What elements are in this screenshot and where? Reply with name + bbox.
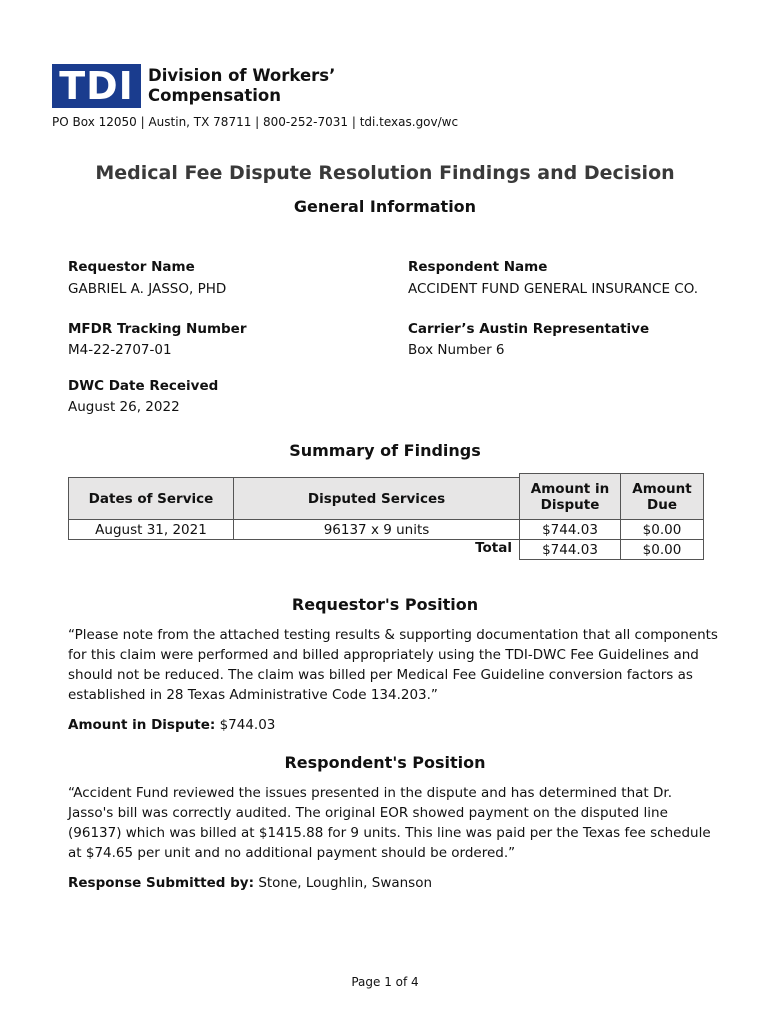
table-cell-date: August 31, 2021	[68, 519, 234, 540]
respondent-name-value: ACCIDENT FUND GENERAL INSURANCE CO.	[408, 281, 699, 297]
column-header-dates: Dates of Service	[68, 477, 234, 520]
table-cell-dispute: $744.03	[519, 519, 621, 540]
division-name	[148, 66, 335, 106]
division-line-1: Division of Workers’	[148, 66, 336, 85]
address-line: PO Box 12050 | Austin, TX 78711 | 800-252-7031 | tdi.texas.gov/wc	[52, 115, 459, 129]
total-label: Total	[475, 540, 512, 556]
column-header-amount-dispute: Amount in Dispute	[519, 473, 621, 520]
page-number: Page 1 of 4	[351, 975, 419, 989]
general-information-heading: General Information	[293, 197, 477, 216]
requestor-position-text: “Please note from the attached testing results & supporting documentation that all components for this claim were performed and billed appropriately using the TDI-DWC Fee Guidelines and should not be reduced. The claim was billed per Medical Fee Guideline conversion factors as established in 28 Texas Administrative Code 134.203.”	[68, 627, 718, 703]
respondent-position-heading: Respondent's Position	[284, 753, 486, 772]
column-header-amount-due: Amount Due	[620, 473, 704, 520]
table-cell-due: $0.00	[620, 519, 704, 540]
carrier-rep-value: Box Number 6	[408, 342, 505, 358]
requestor-position-heading: Requestor's Position	[291, 595, 479, 614]
division-line-2: Compensation	[148, 86, 281, 105]
total-due: $0.00	[620, 539, 704, 560]
amount-in-dispute-label: Amount in Dispute:	[68, 717, 216, 733]
date-received-label: DWC Date Received	[68, 378, 219, 394]
page-title: Medical Fee Dispute Resolution Findings and Decision	[95, 162, 675, 184]
response-submitted-label: Response Submitted by:	[68, 875, 255, 891]
amount-in-dispute-value: $744.03	[219, 717, 276, 733]
response-submitted-value: Stone, Loughlin, Swanson	[258, 875, 433, 891]
requestor-name-label: Requestor Name	[68, 259, 195, 275]
requestor-amount-line	[68, 715, 718, 735]
respondent-name-label: Respondent Name	[408, 259, 548, 275]
carrier-rep-label: Carrier’s Austin Representative	[408, 321, 650, 337]
summary-of-findings-heading: Summary of Findings	[289, 441, 481, 460]
response-submitted-line	[68, 873, 718, 893]
column-header-services: Disputed Services	[233, 477, 520, 520]
requestor-name-value: GABRIEL A. JASSO, PHD	[68, 281, 227, 297]
tracking-number-value: M4-22-2707-01	[68, 342, 172, 358]
date-received-value: August 26, 2022	[68, 399, 180, 415]
table-cell-service: 96137 x 9 units	[233, 519, 520, 540]
respondent-position-text: “Accident Fund reviewed the issues presented in the dispute and has determined that Dr. Jasso's bill was correctly audited. The original EOR showed payment on the disputed line (96137) which was billed at $1415.88 for 9 units. This line was paid per the Texas fee schedule at $74.65 per unit and no additional payment should be ordered.”	[68, 785, 711, 861]
tracking-number-label: MFDR Tracking Number	[68, 321, 247, 337]
tdi-logo: TDI	[52, 64, 141, 108]
total-dispute: $744.03	[519, 539, 621, 560]
